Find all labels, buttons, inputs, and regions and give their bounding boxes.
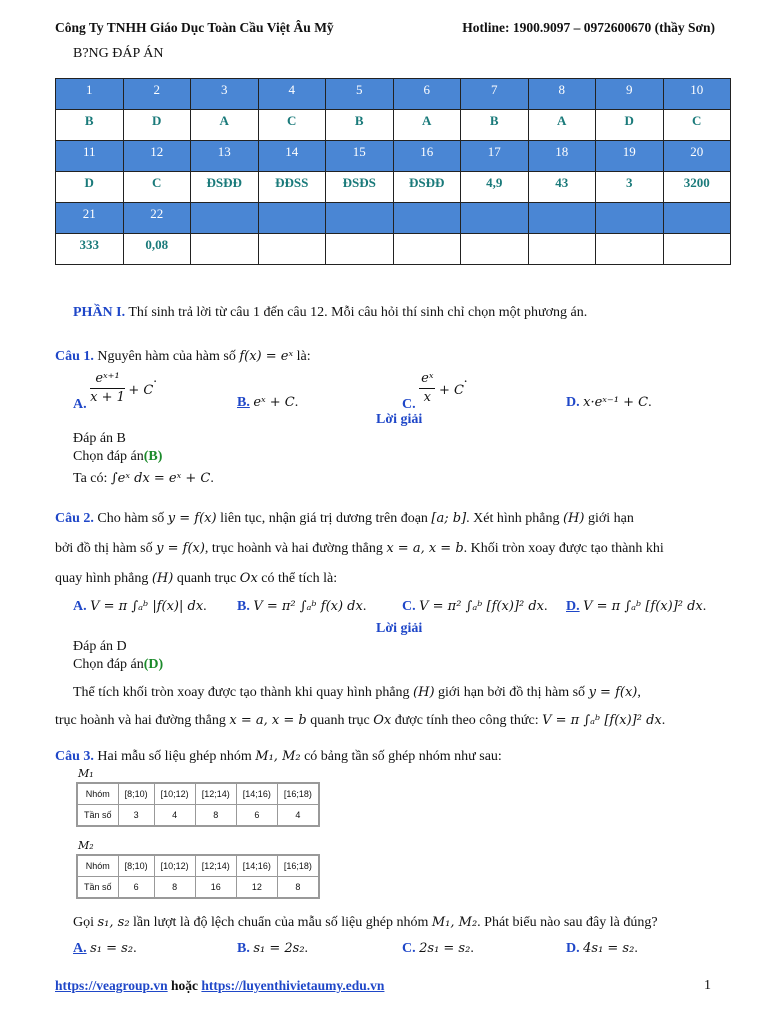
q2-option-d[interactable]: D. V = π ∫ₐᵇ [f(x)]² dx. <box>566 599 707 614</box>
question-number-cell: 9 <box>596 79 664 110</box>
question-2-line-3: quay hình phẳng (H) quanh trục Ox có thể tích là: <box>55 571 338 586</box>
q3-option-c[interactable]: C. 2s₁ = s₂. <box>402 941 474 956</box>
answer-cell <box>596 234 664 265</box>
q2-option-b[interactable]: B. V = π² ∫ₐᵇ f(x) dx. <box>237 599 367 614</box>
question-number-cell: 5 <box>326 79 394 110</box>
question-number-cell <box>191 203 259 234</box>
q2-option-c[interactable]: C. V = π² ∫ₐᵇ [f(x)]² dx. <box>402 599 548 614</box>
question-number-cell: 6 <box>393 79 461 110</box>
q1-explanation: Ta có: ∫eˣ dx = eˣ + C. <box>73 471 214 486</box>
frequency-row <box>77 805 319 827</box>
group-cell: [10;12) <box>154 783 195 805</box>
q2-choose: Chọn đáp án(D) <box>73 657 164 672</box>
question-number-cell: 21 <box>56 203 124 234</box>
group-cell: [8;10) <box>118 855 154 877</box>
question-3: Câu 3. Hai mẫu số liệu ghép nhóm M₁, M₂ có bảng tần số ghép nhóm như sau: <box>55 749 502 764</box>
frequency-header: Tần số <box>77 805 118 827</box>
answer-cell <box>191 234 259 265</box>
answer-cell: D <box>123 110 191 141</box>
question-number-cell: 19 <box>596 141 664 172</box>
question-number-cell: 4 <box>258 79 326 110</box>
group-cell: [14;16) <box>236 855 277 877</box>
page-footer: https://veagroup.vn hoặc https://luyenthivietaumy.edu.vn <box>55 978 385 993</box>
question-number-cell: 3 <box>191 79 259 110</box>
question-number-cell: 16 <box>393 141 461 172</box>
frequency-cell: 3 <box>118 805 154 827</box>
question-number-cell: 18 <box>528 141 596 172</box>
group-cell: [14;16) <box>236 783 277 805</box>
question-number-cell: 14 <box>258 141 326 172</box>
answer-table-number-row <box>56 79 731 110</box>
answer-cell <box>461 234 529 265</box>
page-header <box>55 20 715 36</box>
answer-cell: A <box>393 110 461 141</box>
answer-cell: 3 <box>596 172 664 203</box>
question-number-cell: 2 <box>123 79 191 110</box>
q2-solution-heading: Lời giải <box>376 621 423 636</box>
q3-option-b[interactable]: B. s₁ = 2s₂. <box>237 941 309 956</box>
q1-option-b[interactable]: B. eˣ + C. <box>237 395 299 410</box>
question-2-line-2: bởi đồ thị hàm số y = f(x), trục hoành và hai đường thẳng x = a, x = b. Khối tròn xoay được tạo thành khi <box>55 541 664 556</box>
question-number-cell: 7 <box>461 79 529 110</box>
group-header: Nhóm <box>77 855 118 877</box>
frequency-cell: 6 <box>118 877 154 899</box>
answer-cell: ĐSĐĐ <box>393 172 461 203</box>
q3-option-a[interactable]: A. s₁ = s₂. <box>73 941 137 956</box>
question-number-cell <box>393 203 461 234</box>
question-number-cell <box>461 203 529 234</box>
group-cell: [12;14) <box>195 783 236 805</box>
part-1-text: Thí sinh trả lời từ câu 1 đến câu 12. Mỗi câu hỏi thí sinh chỉ chọn một phương án. <box>125 305 588 320</box>
answer-cell: ĐĐSS <box>258 172 326 203</box>
answer-cell: 43 <box>528 172 596 203</box>
footer-link-veagroup[interactable]: https://veagroup.vn <box>55 978 168 993</box>
group-row <box>77 783 319 805</box>
answer-cell: 4,9 <box>461 172 529 203</box>
question-1-function: f(x) = eˣ <box>239 349 294 364</box>
answer-cell: D <box>596 110 664 141</box>
question-number-cell: 1 <box>56 79 124 110</box>
question-1-after: là: <box>296 349 311 364</box>
m2-label: M₂ <box>78 839 94 852</box>
frequency-cell: 4 <box>277 805 319 827</box>
answer-cell: 333 <box>56 234 124 265</box>
frequency-row <box>77 877 319 899</box>
q1-option-a[interactable]: A. $\frac{\text{eˣ⁺¹}}{x + 1}$ + C. <box>73 371 157 412</box>
answer-cell <box>393 234 461 265</box>
q1-option-c[interactable]: C. $\frac{\text{eˣ}}{x}$ + C. <box>402 371 468 412</box>
question-number-cell: 10 <box>663 79 731 110</box>
group-cell: [12;14) <box>195 855 236 877</box>
frequency-cell: 6 <box>236 805 277 827</box>
question-number-cell: 17 <box>461 141 529 172</box>
group-header: Nhóm <box>77 783 118 805</box>
answer-table-answer-row <box>56 234 731 265</box>
answer-table-answer-row <box>56 110 731 141</box>
frequency-cell: 4 <box>154 805 195 827</box>
answer-cell: A <box>528 110 596 141</box>
answer-table-answer-row <box>56 172 731 203</box>
question-2-line-1: Câu 2. Cho hàm số y = f(x) liên tục, nhận giá trị dương trên đoạn [a; b]. Xét hình phẳng (H) giới hạn <box>55 511 634 526</box>
question-number-cell: 22 <box>123 203 191 234</box>
answer-cell: B <box>461 110 529 141</box>
q3-option-d[interactable]: D. 4s₁ = s₂. <box>566 941 638 956</box>
question-number-cell <box>258 203 326 234</box>
answer-cell: C <box>258 110 326 141</box>
question-number-cell: 8 <box>528 79 596 110</box>
group-cell: [8;10) <box>118 783 154 805</box>
group-cell: [16;18) <box>277 783 319 805</box>
frequency-cell: 8 <box>154 877 195 899</box>
answer-cell: D <box>56 172 124 203</box>
q1-option-d[interactable]: D. x·eˣ⁻¹ + C. <box>566 395 652 410</box>
answer-cell: B <box>56 110 124 141</box>
question-number-cell: 11 <box>56 141 124 172</box>
footer-link-luyenthi[interactable]: https://luyenthivietaumy.edu.vn <box>201 978 385 993</box>
page-number: 1 <box>704 978 711 993</box>
question-number-cell <box>596 203 664 234</box>
frequency-cell: 8 <box>277 877 319 899</box>
answer-cell <box>326 234 394 265</box>
group-cell: [10;12) <box>154 855 195 877</box>
answer-cell: ĐSĐS <box>326 172 394 203</box>
q1-solution-heading: Lời giải <box>376 412 423 427</box>
question-1-label: Câu 1. <box>55 349 94 364</box>
q2-explanation-line-2: trục hoành và hai đường thẳng x = a, x = b quanh trục Ox được tính theo công thức: V = π ∫ₐᵇ [f(x)]² dx. <box>55 713 666 728</box>
answer-cell: C <box>663 110 731 141</box>
group-row <box>77 855 319 877</box>
answer-cell <box>258 234 326 265</box>
question-number-cell <box>326 203 394 234</box>
answer-cell: C <box>123 172 191 203</box>
question-number-cell: 13 <box>191 141 259 172</box>
part-1-instruction <box>73 304 587 322</box>
question-number-cell: 20 <box>663 141 731 172</box>
answer-cell: A <box>191 110 259 141</box>
answer-cell: ĐSĐĐ <box>191 172 259 203</box>
question-number-cell: 15 <box>326 141 394 172</box>
question-number-cell: 12 <box>123 141 191 172</box>
frequency-cell: 8 <box>195 805 236 827</box>
answer-table-number-row <box>56 141 731 172</box>
frequency-cell: 16 <box>195 877 236 899</box>
company-name: Công Ty TNHH Giáo Dục Toàn Cầu Việt Âu Mỹ <box>55 20 334 35</box>
m1-label: M₁ <box>78 767 94 780</box>
answer-cell <box>528 234 596 265</box>
q2-option-a[interactable]: A. V = π ∫ₐᵇ |f(x)| dx. <box>73 599 207 614</box>
question-number-cell <box>663 203 731 234</box>
answer-table-number-row <box>56 203 731 234</box>
question-1-text: Nguyên hàm của hàm số <box>97 349 236 364</box>
hotline: Hotline: 1900.9097 – 0972600670 (thầy Sơn) <box>462 20 715 35</box>
q2-explanation-line-1: Thể tích khối tròn xoay được tạo thành khi quay hình phẳng (H) giới hạn bởi đồ thị hàm số y = f(x), <box>73 685 641 700</box>
part-1-label: PHẦN I. <box>73 305 126 320</box>
question-1 <box>55 348 311 366</box>
group-cell: [16;18) <box>277 855 319 877</box>
question-number-cell <box>528 203 596 234</box>
m2-frequency-table <box>76 854 320 899</box>
answer-cell: 3200 <box>663 172 731 203</box>
answer-table-title: B?NG ĐÁP ÁN <box>73 46 164 61</box>
q1-choose: Chọn đáp án(B) <box>73 449 163 464</box>
q1-answer: Đáp án B <box>73 431 126 446</box>
answer-cell: 0,08 <box>123 234 191 265</box>
frequency-header: Tần số <box>77 877 118 899</box>
answer-cell: B <box>326 110 394 141</box>
question-3-stem: Gọi s₁, s₂ lần lượt là độ lệch chuẩn của mẫu số liệu ghép nhóm M₁, M₂. Phát biểu nào sau đây là đúng? <box>73 915 658 930</box>
frequency-cell: 12 <box>236 877 277 899</box>
answer-table <box>55 78 731 265</box>
answer-cell <box>663 234 731 265</box>
q2-answer: Đáp án D <box>73 639 127 654</box>
m1-frequency-table <box>76 782 320 827</box>
